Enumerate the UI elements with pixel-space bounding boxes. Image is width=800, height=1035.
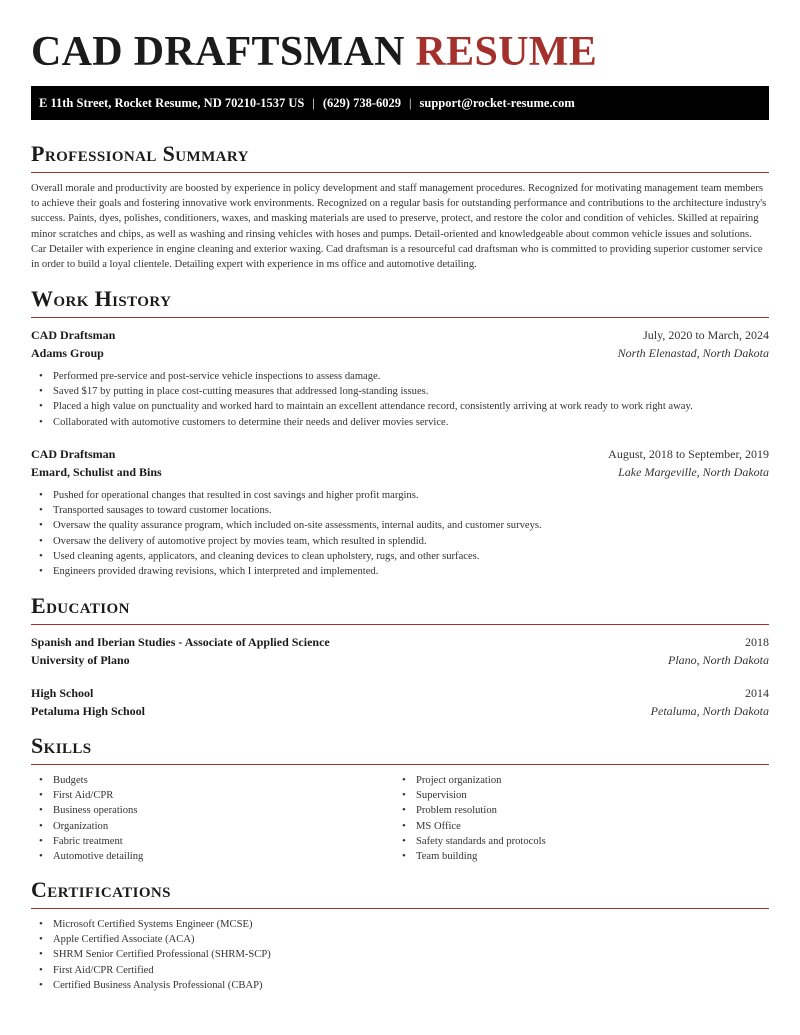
skill-item: • First Aid/CPR xyxy=(31,788,143,803)
education-degree-row xyxy=(31,633,769,651)
section-divider xyxy=(31,317,769,318)
education-school: Petaluma High School xyxy=(31,704,146,718)
contact-phone[interactable]: (629) 738-6029 xyxy=(322,96,402,110)
skill-item: • Supervision xyxy=(394,788,546,803)
education-location: Plano, North Dakota xyxy=(668,653,769,667)
skill-item: • Business operations xyxy=(31,803,143,818)
certifications-list xyxy=(31,917,271,993)
job-position: CAD Draftsman xyxy=(31,328,116,342)
job-dates: July, 2020 to March, 2024 xyxy=(643,328,769,342)
certification-item: • Certified Business Analysis Professional (CBAP) xyxy=(31,978,271,993)
section-divider xyxy=(31,172,769,173)
title-accent: RESUME xyxy=(415,29,598,75)
job-location: North Elenastad, North Dakota xyxy=(617,346,769,360)
skills-list-right xyxy=(394,773,546,864)
education-school-row xyxy=(31,702,769,720)
job-header-row xyxy=(31,326,769,344)
job-duty-item: • Saved $17 by putting in place cost-cutting measures that addressed long-standing issues. xyxy=(31,384,693,399)
section-divider xyxy=(31,764,769,765)
skill-item: • Team building xyxy=(394,849,546,864)
job-duties-list xyxy=(31,488,542,579)
job-duty-item: • Oversaw the quality assurance program, which included on-site assessments, internal audits, and customer surveys. xyxy=(31,518,542,533)
job-company-row xyxy=(31,344,769,362)
summary-text: Overall morale and productivity are boosted by experience in policy development and staff management procedures. Recognized for motivating management team members to achieve their goals and fostering innovative work environments. Recognized on a regular basis for outstanding performance and contributions to the architecture industry's success. Paints, dyes, polishes, conditioners, waxes, and masking materials are used to preserve, protect, and restore the color and condition of vehicles. Skilled at repairing minor scratches and chips, as well as washing and rinsing vehicles with hoses and pumps. Detail-oriented and knowledgeable about common vehicle issues and solutions. Car Detailer with experience in engine cleaning and exterior waxing. Cad draftsman is a resourceful cad draftsman who is committed to providing superior customer service in order to build a loyal clientele. Detailing expert with experience in ms office and automotive detailing. xyxy=(31,183,767,271)
skill-item: • Fabric treatment xyxy=(31,834,143,849)
skill-item: • Automotive detailing xyxy=(31,849,143,864)
job-company: Adams Group xyxy=(31,346,104,360)
contact-address: E 11th Street, Rocket Resume, ND 70210-1537 US xyxy=(39,96,305,110)
section-title-certifications: Certifications xyxy=(31,877,171,902)
job-header-row xyxy=(31,445,769,463)
job-duty-item: • Placed a high value on punctuality and worked hard to maintain an excellent attendance record, consistently arriving at work ready to work right away. xyxy=(31,399,693,414)
job-duties-list xyxy=(31,369,693,430)
resume-title xyxy=(31,30,597,74)
job-duty-item: • Collaborated with automotive customers to determine their needs and deliver movies service. xyxy=(31,415,693,430)
skill-item: • Problem resolution xyxy=(394,803,546,818)
contact-bar xyxy=(31,86,769,120)
section-title-summary: Professional Summary xyxy=(31,141,249,166)
job-duty-item: • Performed pre-service and post-service vehicle inspections to assess damage. xyxy=(31,369,693,384)
certification-item: • Microsoft Certified Systems Engineer (MCSE) xyxy=(31,917,271,932)
job-company: Emard, Schulist and Bins xyxy=(31,465,162,479)
skill-item: • Organization xyxy=(31,819,143,834)
skills-list-left xyxy=(31,773,143,864)
education-year: 2018 xyxy=(745,635,769,649)
skill-item: • Safety standards and protocols xyxy=(394,834,546,849)
education-degree: High School xyxy=(31,686,94,700)
job-dates: August, 2018 to September, 2019 xyxy=(608,447,769,461)
job-position: CAD Draftsman xyxy=(31,447,116,461)
education-degree-row xyxy=(31,684,769,702)
education-school-row xyxy=(31,651,769,669)
certification-item: • First Aid/CPR Certified xyxy=(31,963,271,978)
education-school: University of Plano xyxy=(31,653,130,667)
section-divider xyxy=(31,908,769,909)
education-year: 2014 xyxy=(745,686,769,700)
contact-separator: | xyxy=(409,96,412,110)
contact-separator: | xyxy=(312,96,315,110)
certification-item: • Apple Certified Associate (ACA) xyxy=(31,932,271,947)
job-duty-item: • Pushed for operational changes that resulted in cost savings and higher profit margins. xyxy=(31,488,542,503)
section-title-education: Education xyxy=(31,593,130,618)
education-degree: Spanish and Iberian Studies - Associate of Applied Science xyxy=(31,635,330,649)
contact-email[interactable]: support@rocket-resume.com xyxy=(419,96,575,110)
job-duty-item: • Transported sausages to toward customer locations. xyxy=(31,503,542,518)
job-duty-item: • Used cleaning agents, applicators, and cleaning devices to clean upholstery, rugs, and other surfaces. xyxy=(31,549,542,564)
education-location: Petaluma, North Dakota xyxy=(650,704,769,718)
section-title-work-history: Work History xyxy=(31,286,172,311)
job-location: Lake Margeville, North Dakota xyxy=(618,465,769,479)
section-title-skills: Skills xyxy=(31,733,92,758)
job-duty-item: • Engineers provided drawing revisions, which I interpreted and implemented. xyxy=(31,564,542,579)
job-duty-item: • Oversaw the delivery of automotive project by movies team, which resulted in splendid. xyxy=(31,534,542,549)
title-main: CAD DRAFTSMAN xyxy=(31,29,405,75)
section-divider xyxy=(31,624,769,625)
skill-item: • Project organization xyxy=(394,773,546,788)
certification-item: • SHRM Senior Certified Professional (SHRM-SCP) xyxy=(31,947,271,962)
skill-item: • Budgets xyxy=(31,773,143,788)
skill-item: • MS Office xyxy=(394,819,546,834)
job-company-row xyxy=(31,463,769,481)
